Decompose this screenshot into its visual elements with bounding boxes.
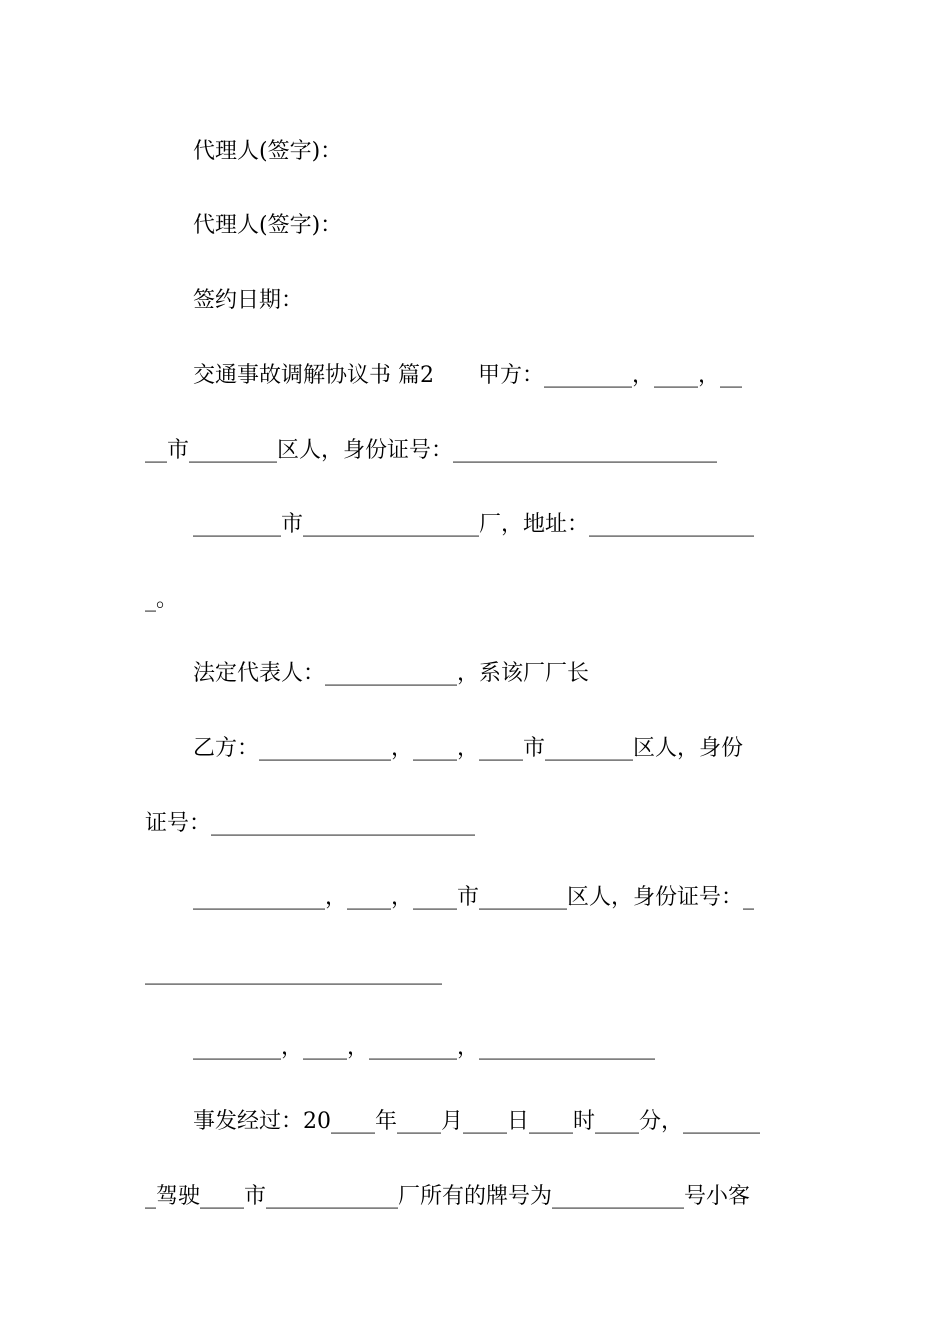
legal-representative-line: 法定代表人：____________，系该厂厂长 xyxy=(193,661,590,686)
party-b-line: 乙方：____________，____，____市________区人，身份 xyxy=(193,736,744,761)
party-b-id-line: 证号：________________________ xyxy=(145,811,476,836)
third-person-id-line: ___________________________ xyxy=(145,960,442,985)
agreement-title-party-a-line: 交通事故调解协议书 篇2 甲方：________，____，__ xyxy=(193,363,742,388)
factory-address-line: ________市________________厂，地址：_______________ xyxy=(193,512,755,537)
party-a-id-line: __市________区人，身份证号：________________________ xyxy=(145,438,718,463)
signing-date-line: 签约日期： xyxy=(193,288,304,313)
agent-signature-line-1: 代理人(签字)： xyxy=(193,139,343,164)
vehicle-details-line: _驾驶____市____________厂所有的牌号为____________号小客 xyxy=(145,1184,751,1209)
address-continuation-line: _。 xyxy=(145,587,179,612)
agent-signature-line-2: 代理人(签字)： xyxy=(193,213,343,238)
third-person-line: ____________，____，____市________区人，身份证号：_ xyxy=(193,885,755,910)
blank-fields-line: ________，____，________，________________ xyxy=(193,1035,656,1060)
incident-time-line: 事发经过：20____年____月____日____时____分，_______ xyxy=(193,1109,760,1134)
